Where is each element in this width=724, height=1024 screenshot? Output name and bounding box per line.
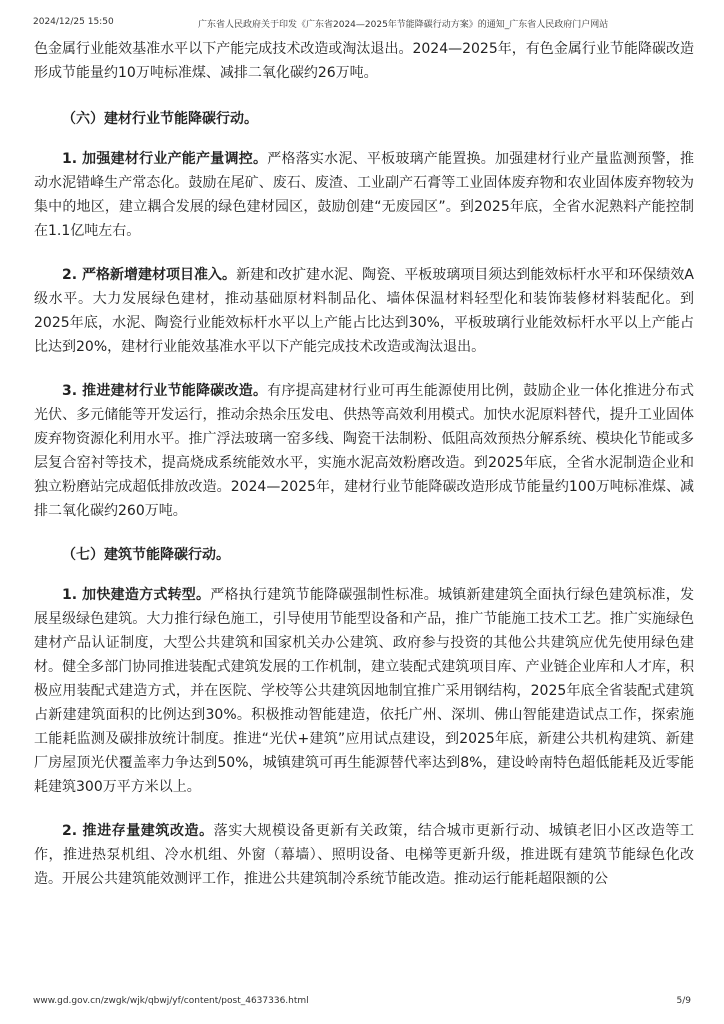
paragraph-2: [34, 263, 694, 359]
section-heading-7: （七）建筑节能降碳行动。: [62, 547, 230, 563]
paragraph-3-text: 有序提高建材行业可再生能源使用比例，鼓励企业一体化推进分布式光伏、多元储能等开发运行，推动余热余压发电、供热等高效利用模式。加快水泥原料替代，提升工业固体废弃物资源化利用水平。推广浮法玻璃一窑多线、陶瓷干法制粉、低阻高效预热分解系统、模块化节能或多层复合窑衬等技术，提高烧成系统能效水平，实施水泥高效粉磨改造。到2025年底，全省水泥制造企业和独立粉磨站完成超低排放改造。2024—2025年，建材行业节能降碳改造形成节能量约100万吨标准煤、减排二氧化碳约260万吨。: [34, 383, 695, 519]
paragraph-4-text: 严格执行建筑节能降碳强制性标准。城镇新建建筑全面执行绿色建筑标准，发展星级绿色建筑。大力推行绿色施工，引导使用节能型设备和产品，推广节能施工技术工艺。推广实施绿色建材产品认证制度，大型公共建筑和国家机关办公建筑、政府参与投资的其他公共建筑应优先使用绿色建材。健全多部门协同推进装配式建筑发展的工作机制，建立装配式建筑项目库、产业链企业库和人才库，积极应用装配式建造方式，并在医院、学校等公共建筑因地制宜推广采用钢结构，2025年底全省装配式建筑占新建建筑面积的比例达到30%。积极推动智能建造，依托广州、深圳、佛山智能建造试点工作，探索施工能耗监测及碳排放统计制度。推进“光伏+建筑”应用试点建设，到2025年底，新建公共机构建筑、新建厂房屋顶光伏覆盖率力争达到50%，城镇建筑可再生能源替代率达到8%，建设岭南特色超低能耗及近零能耗建筑300万平方米以上。: [34, 587, 695, 795]
footer-url: www.gd.gov.cn/zwgk/wjk/qbwj/yf/content/post_4637336.html: [33, 996, 309, 1006]
header-title: 广东省人民政府关于印发《广东省2024—2025年节能降碳行动方案》的通知_广东省人民政府门户网站: [198, 20, 609, 30]
paragraph-3: [34, 379, 694, 523]
paragraph-1: [34, 147, 694, 243]
paragraph-4: [34, 583, 694, 799]
paragraph-2-text: 新建和改扩建水泥、陶瓷、平板玻璃项目须达到能效标杆水平和环保绩效A级水平。大力发展绿色建材，推动基础原材料制品化、墙体保温材料轻型化和装饰装修材料装配化。到2025年底，水泥、陶瓷行业能效标杆水平以上产能占比达到30%，平板玻璃行业能效标杆水平以上产能占比达到20%，建材行业能效基准水平以下产能完成技术改造或淘汰退出。: [34, 267, 695, 355]
header-datetime: 2024/12/25 15:50: [33, 17, 114, 27]
paragraph-1-title: 1. 加强建材行业产能产量调控。: [62, 151, 268, 167]
footer-page-number: 5/9: [676, 996, 691, 1006]
section-heading-6: （六）建材行业节能降碳行动。: [62, 111, 258, 127]
paragraph-5-title: 2. 推进存量建筑改造。: [62, 823, 214, 839]
paragraph-3-title: 3. 推进建材行业节能降碳改造。: [62, 383, 268, 399]
document-body: [34, 37, 694, 911]
paragraph-2-title: 2. 严格新增建材项目准入。: [62, 267, 237, 283]
paragraph-5: [34, 819, 694, 891]
paragraph-continued: 色金属行业能效基准水平以下产能完成技术改造或淘汰退出。2024—2025年，有色金属行业节能降碳改造形成节能量约10万吨标准煤、减排二氧化碳约26万吨。: [34, 41, 694, 81]
paragraph-4-title: 1. 加快建造方式转型。: [62, 587, 211, 603]
paragraph-1-text: 严格落实水泥、平板玻璃产能置换。加强建材行业产量监测预警，推动水泥错峰生产常态化。鼓励在尾矿、废石、废渣、工业副产石膏等工业固体废弃物和农业固体废弃物较为集中的地区，建立耦合发展的绿色建材园区，鼓励创建“无废园区”。到2025年底，全省水泥熟料产能控制在1.1亿吨左右。: [34, 151, 695, 239]
paragraph-5-text: 落实大规模设备更新有关政策，结合城市更新行动、城镇老旧小区改造等工作，推进热泵机组、冷水机组、外窗（幕墙）、照明设备、电梯等更新升级，推进既有建筑节能绿色化改造。开展公共建筑能效测评工作，推进公共建筑制冷系统节能改造。推动运行能耗超限额的公: [34, 823, 695, 887]
